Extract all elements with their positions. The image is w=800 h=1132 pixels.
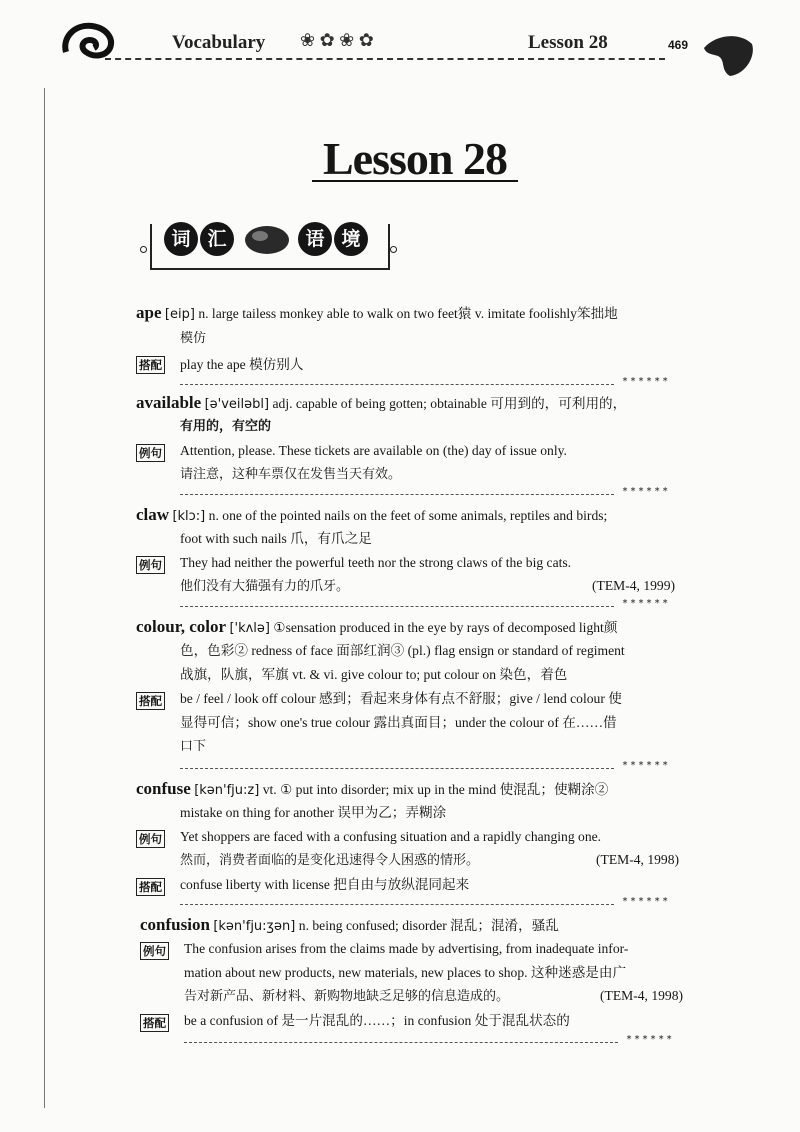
- entry-claw-line1: [136, 506, 607, 526]
- headword: colour, color: [136, 617, 227, 636]
- header-leaf-ornament: ❀ ✿ ❀ ✿: [300, 30, 374, 50]
- example-tag: 例句: [136, 444, 165, 462]
- entry-separator: [180, 494, 614, 495]
- banner-blob-ornament: [240, 218, 294, 258]
- entry-confuse-example: Yet shoppers are faced with a confusing situation and a rapidly changing one.: [180, 829, 602, 844]
- exam-reference: (TEM-4, 1999): [592, 578, 676, 593]
- banner-dot-left: [140, 246, 147, 253]
- separator-stars: ******: [622, 486, 671, 497]
- headword: confusion: [140, 915, 210, 934]
- exam-reference: (TEM-4, 1998): [596, 852, 680, 867]
- phonetic: [kən'fju:z]: [194, 783, 260, 798]
- entry-available-line2: 有用的，有空的: [180, 419, 272, 434]
- entry-ape-line1: [136, 304, 618, 324]
- phonetic: [ə'veiləbl]: [204, 397, 270, 412]
- separator-stars: ******: [626, 1034, 675, 1045]
- entry-available-example: Attention, please. These tickets are available on (the) day of issue only.: [180, 443, 567, 458]
- phonetic: [klɔ:]: [172, 509, 206, 524]
- entry-confuse-line1: [136, 780, 608, 800]
- entry-ape-line2: 模仿: [180, 331, 207, 346]
- entry-colour-collocation1: be / feel / look off colour 感到；看起来身体有点不舒服；give / lend colour 使: [180, 691, 622, 706]
- banner-char-1: 词: [164, 222, 198, 256]
- definition: ①sensation produced in the eye by rays of decomposed light颜: [273, 620, 618, 635]
- entry-ape-collocation: play the ape 模仿别人: [180, 357, 304, 372]
- example-tag: 例句: [136, 556, 165, 574]
- headword: confuse: [136, 779, 191, 798]
- entry-confusion-collocation: be a confusion of 是一片混乱的……；in confusion 处于混乱状态的: [184, 1013, 570, 1028]
- headword: ape: [136, 303, 162, 322]
- headword: available: [136, 393, 202, 412]
- vocabulary-context-banner: [140, 216, 400, 276]
- entry-separator: [180, 384, 614, 385]
- entry-colour-collocation2: 显得可信；show one's true colour 露出真面目；under the colour of 在……借: [180, 715, 617, 730]
- header-bar: [62, 12, 702, 60]
- entry-available-line1: [136, 394, 626, 414]
- left-margin-rule: [44, 88, 45, 1108]
- collocation-tag: 搭配: [136, 878, 165, 896]
- definition: adj. capable of being gotten; obtainable 可用到的，可利用的，: [272, 396, 627, 411]
- example-tag: 例句: [136, 830, 165, 848]
- entry-colour-collocation3: 口下: [180, 739, 207, 754]
- entry-confuse-line2: mistake on thing for another 误甲为乙；弄糊涂: [180, 805, 447, 820]
- phonetic: [eip]: [164, 307, 195, 322]
- entry-available-example-zh: 请注意，这种车票仅在发售当天有效。: [180, 467, 402, 482]
- header-bird-ornament: [700, 30, 760, 82]
- phonetic: ['kʌlə]: [229, 621, 270, 636]
- entry-confusion-example: The confusion arises from the claims made by advertising, from inadequate infor-: [184, 941, 629, 956]
- definition: n. being confused; disorder 混乱；混淆，骚乱: [298, 918, 559, 933]
- entry-colour-line1: [136, 618, 617, 638]
- entry-confusion-example-cont: mation about new products, new materials, new places to shop. 这种迷惑是由广: [184, 965, 627, 980]
- entry-separator: [180, 606, 614, 607]
- entry-claw-line2: foot with such nails 爪，有爪之足: [180, 531, 372, 546]
- page-title: Lesson 28: [323, 133, 507, 184]
- entry-colour-line2: 色，色彩② redness of face 面部红润③ (pl.) flag ensign or standard of regiment: [180, 643, 625, 658]
- entry-confusion-line1: [140, 916, 559, 936]
- separator-stars: ******: [622, 598, 671, 609]
- separator-stars: ******: [622, 760, 671, 771]
- collocation-tag: 搭配: [140, 1014, 169, 1032]
- collocation-tag: 搭配: [136, 356, 165, 374]
- separator-stars: ******: [622, 376, 671, 387]
- entry-separator: [180, 768, 614, 769]
- exam-reference: (TEM-4, 1998): [600, 988, 684, 1003]
- page-number: 469: [668, 38, 689, 52]
- header-divider: [105, 58, 665, 60]
- header-lesson-label: Lesson 28: [528, 32, 608, 53]
- banner-char-2: 汇: [200, 222, 234, 256]
- definition: vt. ① put into disorder; mix up in the mind 使混乱；使糊涂②: [262, 782, 609, 797]
- banner-dot-right: [390, 246, 397, 253]
- entry-confuse-example-zh: 然而，消费者面临的是变化迅速得令人困惑的情形。: [180, 853, 480, 868]
- entry-colour-line3: 战旗，队旗，军旗 vt. & vi. give colour to; put colour on 染色，着色: [180, 667, 568, 682]
- entry-confuse-collocation: confuse liberty with license 把自由与放纵混同起来: [180, 877, 470, 892]
- banner-char-3: 语: [298, 222, 332, 256]
- entry-confusion-example-zh: 告对新产品、新材料、新购物地缺乏足够的信息造成的。: [184, 989, 510, 1004]
- header-section-label: Vocabulary: [172, 32, 266, 53]
- collocation-tag: 搭配: [136, 692, 165, 710]
- entry-claw-example: They had neither the powerful teeth nor the strong claws of the big cats.: [180, 555, 572, 570]
- entry-separator: [180, 904, 614, 905]
- definition: n. one of the pointed nails on the feet of some animals, reptiles and birds;: [208, 508, 608, 523]
- definition: n. large tailess monkey able to walk on two feet猿 v. imitate foolishly笨拙地: [198, 306, 618, 321]
- entry-claw-example-zh: 他们没有大猫强有力的爪牙。: [180, 579, 350, 594]
- title-underline: [312, 180, 518, 182]
- entry-separator: [184, 1042, 618, 1043]
- phonetic: [kən'fju:ʒən]: [213, 919, 296, 934]
- separator-stars: ******: [622, 896, 671, 907]
- example-tag: 例句: [140, 942, 169, 960]
- banner-char-4: 境: [334, 222, 368, 256]
- headword: claw: [136, 505, 170, 524]
